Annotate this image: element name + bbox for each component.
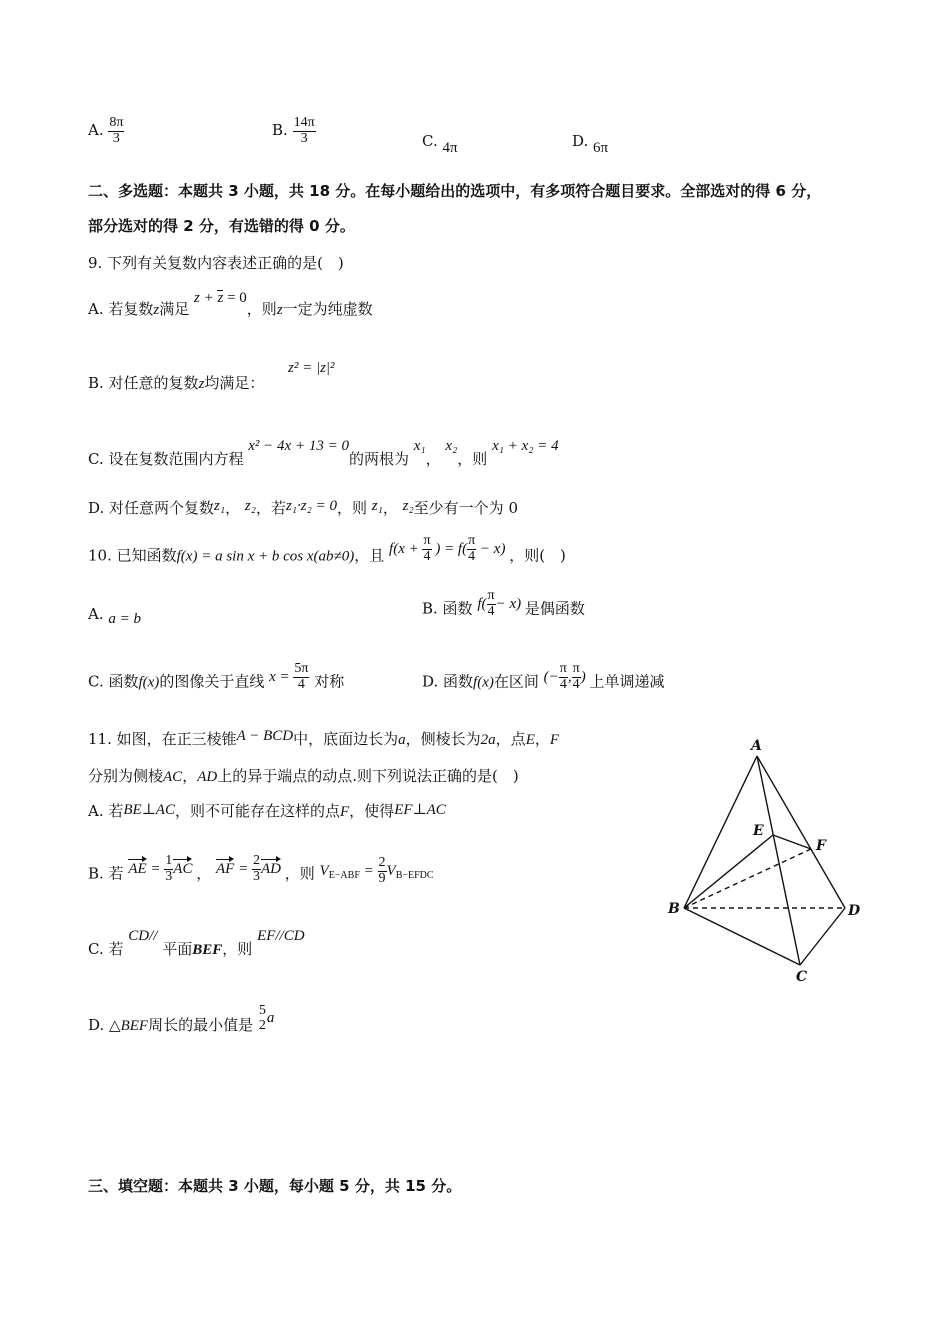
- label-a: A: [751, 738, 762, 754]
- edge-ad: [757, 756, 845, 908]
- segment-be: [684, 835, 773, 908]
- edge-ab: [684, 756, 757, 908]
- q10-option-a: A. a = b: [88, 605, 142, 627]
- section3-heading: 三、填空题：本题共 3 小题，每小题 5 分，共 15 分。: [88, 1177, 462, 1195]
- section2-heading-line2: 部分选对的得 2 分，有选错的得 0 分。: [88, 217, 355, 235]
- q9-option-b-formula: z² = |z|²: [288, 360, 335, 376]
- q8-option-d: D. 6π: [572, 132, 609, 156]
- q9-option-c: C. 设在复数范围内方程 x² − 4x + 13 = 0的两根为 x₁， x₂，则 x₁ + x₂ = 4: [88, 438, 559, 468]
- label-b: B: [668, 901, 680, 917]
- edge-bc: [684, 908, 800, 965]
- q8-option-b: B. $\frac{14\pi}{3}$: [272, 115, 315, 146]
- q9-option-d: D. 对任意两个复数z₁， z₂，若z₁·z₂ = 0，则 z₁， z₂至少有一个为 0: [88, 498, 518, 517]
- q11-option-b: B. 若 AE = $\frac{1}{3}$ AC ， AF = $\frac{2}{3}$ AD ，则 $V_{E-ABF}$ = $\frac{2}{9}$ $V_{B-EFDC}$: [88, 853, 434, 886]
- q11-stem-line1: 11. 如图，在正三棱锥A − BCD中，底面边长为a，侧棱长为2a，点E，F: [88, 728, 560, 748]
- q8-option-a: A. $\frac{8\pi}{3}$: [88, 115, 124, 146]
- q10-option-c: C. 函数f(x)的图像关于直线 x = $\frac{5\pi}{4}$ 对称: [88, 661, 345, 692]
- edge-ac: [757, 756, 800, 965]
- q8-option-c: C. 4π: [422, 132, 458, 156]
- label-c: C: [796, 969, 808, 985]
- q11-option-c: C. 若 CD// 平面BEF，则 EF//CD: [88, 928, 305, 958]
- edge-cd: [800, 908, 845, 965]
- q9-stem: 9. 下列有关复数内容表述正确的是( ): [88, 254, 344, 272]
- label-f: F: [816, 838, 826, 854]
- q9-option-b: B. 对任意的复数z均满足：: [88, 374, 265, 392]
- q10-option-d: D. 函数f(x)在区间 (− $\frac{\pi}{4}$ , $\frac{\pi}{4}$ ) 上单调递减: [422, 661, 665, 692]
- q9-option-a: A. 若复数z满足 z + z = 0，则z一定为纯虚数: [88, 290, 373, 318]
- q11-stem-line2: 分别为侧棱AC，AD上的异于端点的动点.则下列说法正确的是( ): [88, 767, 519, 785]
- q11-option-a: A. 若BE⊥AC，则不可能存在这样的点F，使得EF⊥AC: [88, 802, 446, 820]
- q11-option-d: D. △BEF周长的最小值是 5 2 a: [88, 1003, 275, 1035]
- section2-heading-line1: 二、多选题：本题共 3 小题，共 18 分。在每小题给出的选项中，有多项符合题目要求。全部选对的得 6 分，: [88, 182, 822, 200]
- q10-option-b: B. 函数 f( $\frac{\pi}{4}$ − x) 是偶函数: [422, 588, 585, 619]
- segment-ef: [773, 835, 811, 849]
- label-e: E: [753, 823, 764, 839]
- tetrahedron-figure: [660, 730, 870, 990]
- q10-stem: 10. 已知函数f(x) = a sin x + b cos x(ab≠0)，且 f(x + $\frac{\pi}{4}$ ) = f( $\frac{\pi}{4}$ − x) ，则( ): [88, 533, 566, 565]
- segment-bf-hidden: [684, 849, 811, 908]
- label-d: D: [848, 903, 861, 919]
